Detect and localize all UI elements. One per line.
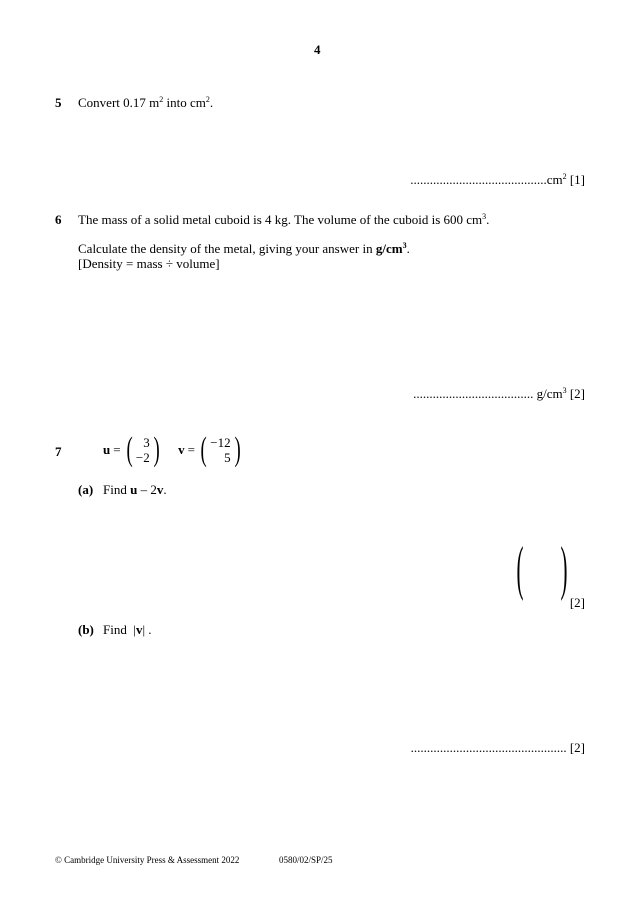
footer-code: 0580/02/SP/25 [279, 855, 333, 865]
part-a-u: u [130, 482, 138, 497]
part-a-find: Find [103, 482, 131, 497]
part-b-label: (b) [78, 622, 94, 637]
part-a-end: . [163, 482, 167, 497]
q6-line2-post: . [406, 241, 410, 256]
part-b-marks: [2] [569, 740, 585, 755]
part-b-text [103, 622, 152, 638]
q6-answer-unit: g/cm [536, 386, 563, 401]
left-paren-icon: ( [126, 431, 133, 468]
part-a-text [103, 482, 167, 498]
right-paren-icon: ) [153, 431, 160, 468]
answer-left-paren-icon: ( [516, 535, 524, 601]
part-b-v: v [135, 622, 143, 637]
part-a-v: v [156, 482, 164, 497]
q6-marks: [2] [569, 386, 585, 401]
question-number-5: 5 [55, 95, 62, 110]
q6-line1-exp: 3 [482, 212, 487, 221]
vector-u-bottom: −2 [135, 450, 150, 465]
question-5-text [78, 95, 213, 111]
q6-line1-post: . [486, 212, 490, 227]
question-6-line1 [78, 212, 489, 228]
q6-line2-bold-exp: 3 [402, 241, 407, 250]
part-a-answer-vector-box[interactable] [510, 535, 574, 601]
left-paren-icon: ( [200, 431, 207, 468]
equals-sign-u: = [113, 442, 121, 457]
question-6-line2 [78, 241, 410, 257]
q5-answer-unit: cm [546, 172, 563, 187]
vector-u-top: 3 [143, 435, 150, 450]
q5-answer-unit-exp: 2 [562, 172, 567, 181]
vector-u [124, 431, 163, 468]
vector-v [198, 431, 243, 468]
q5-answer-dots: .......................................... [410, 172, 547, 187]
equals-sign-v: = [187, 442, 195, 457]
q5-exp2: 2 [205, 95, 210, 104]
question-number-6: 6 [55, 212, 62, 227]
question-5-answer-line[interactable] [410, 172, 585, 188]
q5-text-mid: into cm [163, 95, 206, 110]
part-a-label: (a) [78, 482, 94, 497]
answer-right-paren-icon: ) [560, 535, 568, 601]
page-number: 4 [314, 42, 321, 57]
part-a-rest: – 2 [137, 482, 157, 497]
question-6-formula: [Density = mass ÷ volume] [78, 256, 220, 271]
q5-text-post: . [209, 95, 214, 110]
q6-answer-unit-exp: 3 [562, 386, 567, 395]
q6-line2-bold: g/cm [375, 241, 403, 256]
right-paren-icon: ) [234, 431, 241, 468]
vector-v-bottom: 5 [224, 450, 231, 465]
q6-answer-dots: ..................................... [413, 386, 534, 401]
part-b-end: | . [142, 622, 152, 637]
question-7-vectors [103, 430, 243, 470]
q6-line1-pre: The mass of a solid metal cuboid is 4 kg. The volume of the cuboid is 600 cm [78, 212, 483, 227]
question-number-7: 7 [55, 444, 62, 459]
question-6-answer-line[interactable] [413, 386, 585, 402]
part-b-find: Find | [103, 622, 136, 637]
part-a-marks: [2] [569, 595, 585, 610]
vector-u-label: u [103, 442, 111, 457]
q5-exp1: 2 [159, 95, 164, 104]
footer-copyright: © Cambridge University Press & Assessment 2022 [55, 855, 240, 865]
part-b-answer-line[interactable] [411, 740, 585, 756]
vector-v-top: −12 [210, 435, 231, 450]
q5-marks: [1] [569, 172, 585, 187]
q6-line2-pre: Calculate the density of the metal, giving your answer in [78, 241, 376, 256]
part-b-answer-dots: ................................................ [410, 740, 567, 755]
vector-v-label: v [178, 442, 185, 457]
q5-text-pre: Convert 0.17 m [78, 95, 160, 110]
